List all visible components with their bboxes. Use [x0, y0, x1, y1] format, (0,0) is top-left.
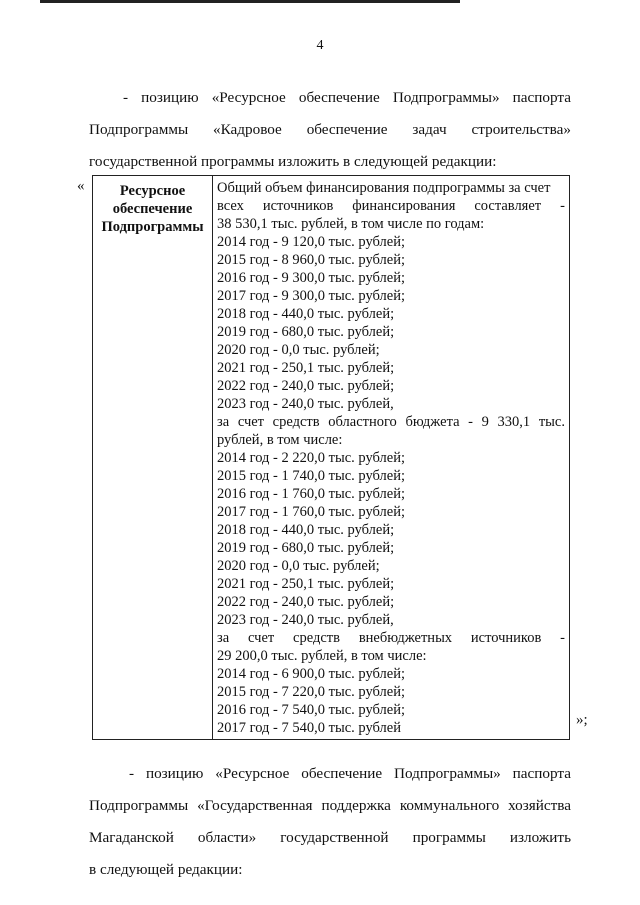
table-header-cell [93, 176, 213, 739]
word: 2018 год - 440,0 тыс. рублей; [217, 306, 395, 322]
word: 2023 год - 240,0 тыс. рублей, [217, 612, 394, 628]
word: финансирования [352, 198, 456, 214]
text-line [217, 503, 565, 521]
word: государственной [280, 829, 389, 846]
text-line [217, 467, 565, 485]
text-line [217, 521, 565, 539]
word: обеспечение [301, 765, 383, 782]
text-line [217, 593, 565, 611]
text-line [217, 197, 565, 215]
text-line [217, 449, 565, 467]
resource-table [92, 175, 570, 740]
text-line [89, 89, 571, 107]
word: позицию [141, 89, 199, 106]
word: 2017 год - 1 760,0 тыс. рублей; [217, 504, 405, 520]
text-line [217, 539, 565, 557]
word: «Ресурсное [215, 765, 290, 782]
word: 2021 год - 250,1 тыс. рублей; [217, 576, 395, 592]
quote-open: « [77, 178, 85, 194]
page-number: 4 [316, 38, 324, 53]
word: 2016 год - 7 540,0 тыс. рублей; [217, 702, 405, 718]
word: обеспечение [298, 89, 380, 106]
table-content-cell [213, 176, 569, 739]
text-line [89, 829, 571, 847]
word: 2020 год - 0,0 тыс. рублей; [217, 558, 380, 574]
text-line [217, 629, 565, 647]
word: составляет [474, 198, 542, 214]
text-line [217, 701, 565, 719]
word: в следующей редакции: [89, 861, 243, 878]
text-line [89, 797, 571, 815]
word: счет [248, 630, 275, 646]
word: 2020 год - 0,0 тыс. рублей; [217, 342, 380, 358]
word: коммунального [399, 797, 500, 814]
text-line [217, 305, 565, 323]
text-line [217, 395, 565, 413]
text-line [217, 251, 565, 269]
word: источников [470, 630, 542, 646]
quote-close: »; [576, 712, 588, 728]
text-line [217, 557, 565, 575]
word: 2019 год - 680,0 тыс. рублей; [217, 540, 395, 556]
text-line [217, 665, 565, 683]
word: области» [197, 829, 257, 846]
word: строительства» [471, 121, 571, 138]
word: 9 [481, 414, 489, 430]
text-line [89, 153, 571, 171]
text-line [217, 431, 565, 449]
table-header-line: Подпрограммы [101, 219, 204, 235]
word: «Ресурсное [211, 89, 286, 106]
word: всех [217, 198, 244, 214]
word: 29 200,0 тыс. рублей, в том числе: [217, 648, 427, 664]
text-line [217, 683, 565, 701]
word: - [560, 630, 565, 646]
word: Подпрограммы» [392, 89, 500, 106]
word: 2015 год - 7 220,0 тыс. рублей; [217, 684, 405, 700]
word: - [123, 89, 129, 106]
word: задач [412, 121, 447, 138]
text-line [217, 647, 565, 665]
word: тыс. [538, 414, 565, 430]
word: «Кадровое [213, 121, 282, 138]
word: позицию [145, 765, 204, 782]
word: 2022 год - 240,0 тыс. рублей; [217, 594, 395, 610]
text-line [217, 215, 565, 233]
text-line [217, 341, 565, 359]
text-line [217, 575, 565, 593]
word: за [217, 630, 230, 646]
word: рублей, в том числе: [217, 432, 343, 448]
word: 2016 год - 9 300,0 тыс. рублей; [217, 270, 405, 286]
table-header-line: Ресурсное [119, 183, 186, 199]
table-header-line: обеспечение [112, 201, 193, 217]
word: 2022 год - 240,0 тыс. рублей; [217, 378, 395, 394]
word: 2014 год - 2 220,0 тыс. рублей; [217, 450, 405, 466]
word: - [560, 198, 565, 214]
word: средств [293, 630, 340, 646]
word: бюджета [405, 414, 460, 430]
word: 2016 год - 1 760,0 тыс. рублей; [217, 486, 405, 502]
closing-paragraph [89, 765, 571, 879]
text-line [217, 485, 565, 503]
word: внебюджетных [358, 630, 453, 646]
word: 2018 год - 440,0 тыс. рублей; [217, 522, 395, 538]
word: 2014 год - 6 900,0 тыс. рублей; [217, 666, 405, 682]
word: 2015 год - 8 960,0 тыс. рублей; [217, 252, 405, 268]
text-line [89, 765, 571, 783]
word: паспорта [512, 765, 571, 782]
text-line [217, 359, 565, 377]
word: 38 530,1 тыс. рублей, в том числе по годам: [217, 216, 485, 232]
top-border-line [40, 0, 460, 3]
word: государственной программы изложить в следующей редакции: [89, 153, 497, 170]
word: 2014 год - 9 120,0 тыс. рублей; [217, 234, 405, 250]
text-line [217, 611, 565, 629]
text-line [217, 233, 565, 251]
word: Общий объем финансирования подпрограммы за счет [217, 180, 551, 196]
text-line [217, 377, 565, 395]
word: Магаданской [89, 829, 174, 846]
text-line [217, 269, 565, 287]
text-line [217, 323, 565, 341]
word: 330,1 [497, 414, 531, 430]
text-line [217, 179, 565, 197]
intro-paragraph [89, 89, 571, 171]
word: 2019 год - 680,0 тыс. рублей; [217, 324, 395, 340]
text-line [217, 287, 565, 305]
word: счет [237, 414, 265, 430]
word: 2023 год - 240,0 тыс. рублей, [217, 396, 394, 412]
text-line [217, 719, 565, 737]
text-line [89, 861, 571, 879]
word: 2017 год - 9 300,0 тыс. рублей; [217, 288, 405, 304]
word: областного [328, 414, 397, 430]
word: Подпрограммы [89, 121, 189, 138]
word: изложить [509, 829, 571, 846]
word: Подпрограммы» [394, 765, 501, 782]
word: - [129, 765, 135, 782]
word: - [468, 414, 474, 430]
word: паспорта [512, 89, 571, 106]
word: 2017 год - 7 540,0 тыс. рублей [217, 720, 401, 736]
word: за [217, 414, 230, 430]
word: обеспечение [306, 121, 388, 138]
word: поддержка [321, 797, 391, 814]
word: хозяйства [508, 797, 571, 814]
word: программы [412, 829, 486, 846]
word: источников [262, 198, 334, 214]
text-line [217, 413, 565, 431]
word: Подпрограммы [89, 797, 189, 814]
word: средств [272, 414, 320, 430]
word: 2015 год - 1 740,0 тыс. рублей; [217, 468, 405, 484]
text-line [89, 121, 571, 139]
word: 2021 год - 250,1 тыс. рублей; [217, 360, 395, 376]
word: «Государственная [197, 797, 313, 814]
